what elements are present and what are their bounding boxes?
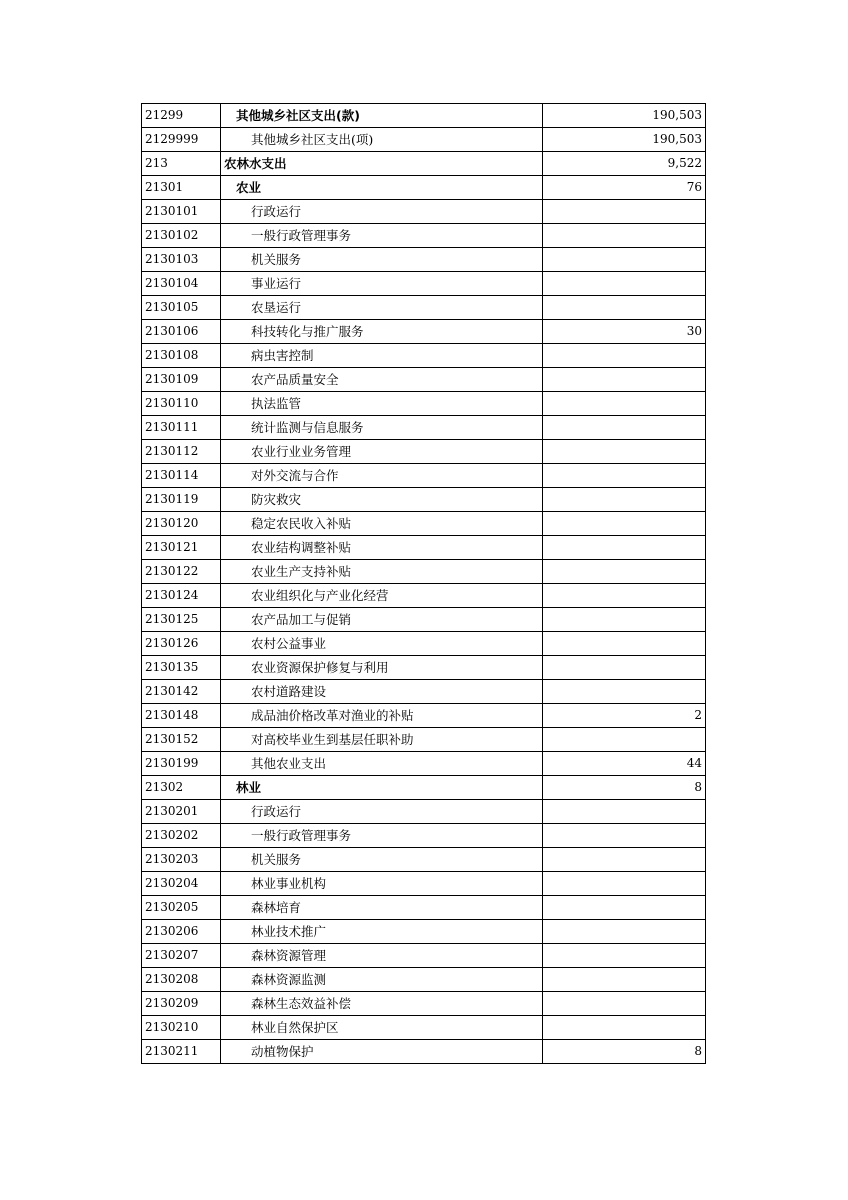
amount-cell [543,1016,706,1040]
subject-name-cell: 农村公益事业 [221,632,543,656]
subject-name-cell: 林业技术推广 [221,920,543,944]
table-row [142,176,706,200]
subject-name-cell: 机关服务 [221,848,543,872]
table-row [142,1016,706,1040]
subject-name-cell: 森林培育 [221,896,543,920]
subject-name-cell: 统计监测与信息服务 [221,416,543,440]
amount-cell [543,488,706,512]
amount-cell [543,464,706,488]
subject-code-cell: 2130201 [142,800,221,824]
subject-name-cell: 行政运行 [221,200,543,224]
subject-name-cell: 林业事业机构 [221,872,543,896]
subject-code-cell: 2130202 [142,824,221,848]
subject-code-cell: 21299 [142,104,221,128]
subject-code-cell: 2130112 [142,440,221,464]
table-row [142,776,706,800]
table-row [142,584,706,608]
subject-name-cell: 对外交流与合作 [221,464,543,488]
subject-code-cell: 2130105 [142,296,221,320]
subject-code-cell: 2130110 [142,392,221,416]
table-row [142,128,706,152]
table-row [142,872,706,896]
amount-cell [543,224,706,248]
table-row [142,920,706,944]
amount-cell [543,272,706,296]
subject-code-cell: 2130207 [142,944,221,968]
subject-code-cell: 2130114 [142,464,221,488]
subject-code-cell: 2130203 [142,848,221,872]
subject-name-cell: 机关服务 [221,248,543,272]
table-row [142,968,706,992]
amount-cell [543,824,706,848]
amount-cell [543,608,706,632]
amount-cell [543,656,706,680]
subject-name-cell: 对高校毕业生到基层任职补助 [221,728,543,752]
table-row [142,344,706,368]
subject-code-cell: 2130199 [142,752,221,776]
subject-name-cell: 一般行政管理事务 [221,824,543,848]
subject-name-cell: 农产品加工与促销 [221,608,543,632]
table-row [142,200,706,224]
subject-name-cell: 农村道路建设 [221,680,543,704]
subject-name-cell: 森林资源监测 [221,968,543,992]
table-row [142,248,706,272]
subject-code-cell: 2130209 [142,992,221,1016]
amount-cell [543,728,706,752]
subject-code-cell: 2130122 [142,560,221,584]
subject-name-cell: 农业 [221,176,543,200]
subject-name-cell: 事业运行 [221,272,543,296]
subject-code-cell: 2130208 [142,968,221,992]
subject-code-cell: 2130120 [142,512,221,536]
subject-name-cell: 其他农业支出 [221,752,543,776]
table-row [142,464,706,488]
table-row [142,632,706,656]
subject-code-cell: 2130119 [142,488,221,512]
table-row [142,320,706,344]
budget-table-body [142,104,706,1064]
table-row [142,752,706,776]
subject-name-cell: 农垦运行 [221,296,543,320]
subject-name-cell: 行政运行 [221,800,543,824]
subject-code-cell: 21302 [142,776,221,800]
amount-cell: 8 [543,776,706,800]
table-row [142,440,706,464]
subject-name-cell: 农业行业业务管理 [221,440,543,464]
table-row [142,656,706,680]
amount-cell [543,944,706,968]
table-row [142,944,706,968]
amount-cell [543,584,706,608]
subject-name-cell: 成品油价格改革对渔业的补贴 [221,704,543,728]
subject-name-cell: 防灾救灾 [221,488,543,512]
amount-cell [543,368,706,392]
table-row [142,992,706,1016]
table-row [142,536,706,560]
amount-cell [543,440,706,464]
amount-cell [543,344,706,368]
subject-name-cell: 动植物保护 [221,1040,543,1064]
amount-cell [543,680,706,704]
amount-cell: 76 [543,176,706,200]
amount-cell [543,392,706,416]
table-row [142,512,706,536]
amount-cell: 8 [543,1040,706,1064]
subject-name-cell: 农业结构调整补贴 [221,536,543,560]
subject-name-cell: 科技转化与推广服务 [221,320,543,344]
subject-name-cell: 农林水支出 [221,152,543,176]
amount-cell [543,800,706,824]
table-row [142,728,706,752]
subject-code-cell: 2130204 [142,872,221,896]
subject-name-cell: 农业资源保护修复与利用 [221,656,543,680]
subject-code-cell: 2129999 [142,128,221,152]
subject-name-cell: 执法监管 [221,392,543,416]
amount-cell [543,968,706,992]
amount-cell: 30 [543,320,706,344]
amount-cell [543,536,706,560]
subject-code-cell: 2130111 [142,416,221,440]
table-row [142,896,706,920]
amount-cell [543,416,706,440]
table-row [142,152,706,176]
amount-cell: 190,503 [543,128,706,152]
subject-name-cell: 森林资源管理 [221,944,543,968]
amount-cell [543,560,706,584]
table-row [142,272,706,296]
subject-name-cell: 稳定农民收入补贴 [221,512,543,536]
table-row [142,392,706,416]
table-row [142,608,706,632]
subject-code-cell: 2130125 [142,608,221,632]
subject-name-cell: 林业自然保护区 [221,1016,543,1040]
amount-cell [543,896,706,920]
subject-code-cell: 2130152 [142,728,221,752]
amount-cell [543,512,706,536]
table-row [142,680,706,704]
budget-table-container [141,103,705,1064]
table-row [142,224,706,248]
subject-code-cell: 2130121 [142,536,221,560]
subject-code-cell: 2130205 [142,896,221,920]
amount-cell: 9,522 [543,152,706,176]
subject-name-cell: 森林生态效益补偿 [221,992,543,1016]
subject-code-cell: 2130101 [142,200,221,224]
subject-code-cell: 2130206 [142,920,221,944]
table-row [142,488,706,512]
amount-cell [543,632,706,656]
subject-code-cell: 2130108 [142,344,221,368]
subject-code-cell: 2130102 [142,224,221,248]
table-row [142,704,706,728]
table-row [142,416,706,440]
subject-code-cell: 2130148 [142,704,221,728]
subject-code-cell: 2130106 [142,320,221,344]
subject-code-cell: 2130211 [142,1040,221,1064]
subject-name-cell: 农产品质量安全 [221,368,543,392]
subject-code-cell: 2130103 [142,248,221,272]
subject-code-cell: 2130109 [142,368,221,392]
budget-table [141,103,706,1064]
table-row [142,800,706,824]
subject-code-cell: 2130126 [142,632,221,656]
table-row [142,368,706,392]
amount-cell [543,200,706,224]
amount-cell: 2 [543,704,706,728]
subject-code-cell: 21301 [142,176,221,200]
table-row [142,848,706,872]
table-row [142,824,706,848]
subject-name-cell: 农业组织化与产业化经营 [221,584,543,608]
table-row [142,104,706,128]
subject-code-cell: 2130135 [142,656,221,680]
amount-cell: 190,503 [543,104,706,128]
subject-name-cell: 农业生产支持补贴 [221,560,543,584]
amount-cell [543,992,706,1016]
amount-cell [543,248,706,272]
amount-cell [543,848,706,872]
amount-cell [543,296,706,320]
subject-name-cell: 其他城乡社区支出(款) [221,104,543,128]
table-row [142,560,706,584]
table-row [142,296,706,320]
subject-name-cell: 林业 [221,776,543,800]
subject-name-cell: 一般行政管理事务 [221,224,543,248]
subject-name-cell: 其他城乡社区支出(项) [221,128,543,152]
subject-code-cell: 2130210 [142,1016,221,1040]
amount-cell: 44 [543,752,706,776]
table-row [142,1040,706,1064]
amount-cell [543,872,706,896]
subject-name-cell: 病虫害控制 [221,344,543,368]
subject-code-cell: 2130104 [142,272,221,296]
subject-code-cell: 2130124 [142,584,221,608]
amount-cell [543,920,706,944]
subject-code-cell: 2130142 [142,680,221,704]
subject-code-cell: 213 [142,152,221,176]
